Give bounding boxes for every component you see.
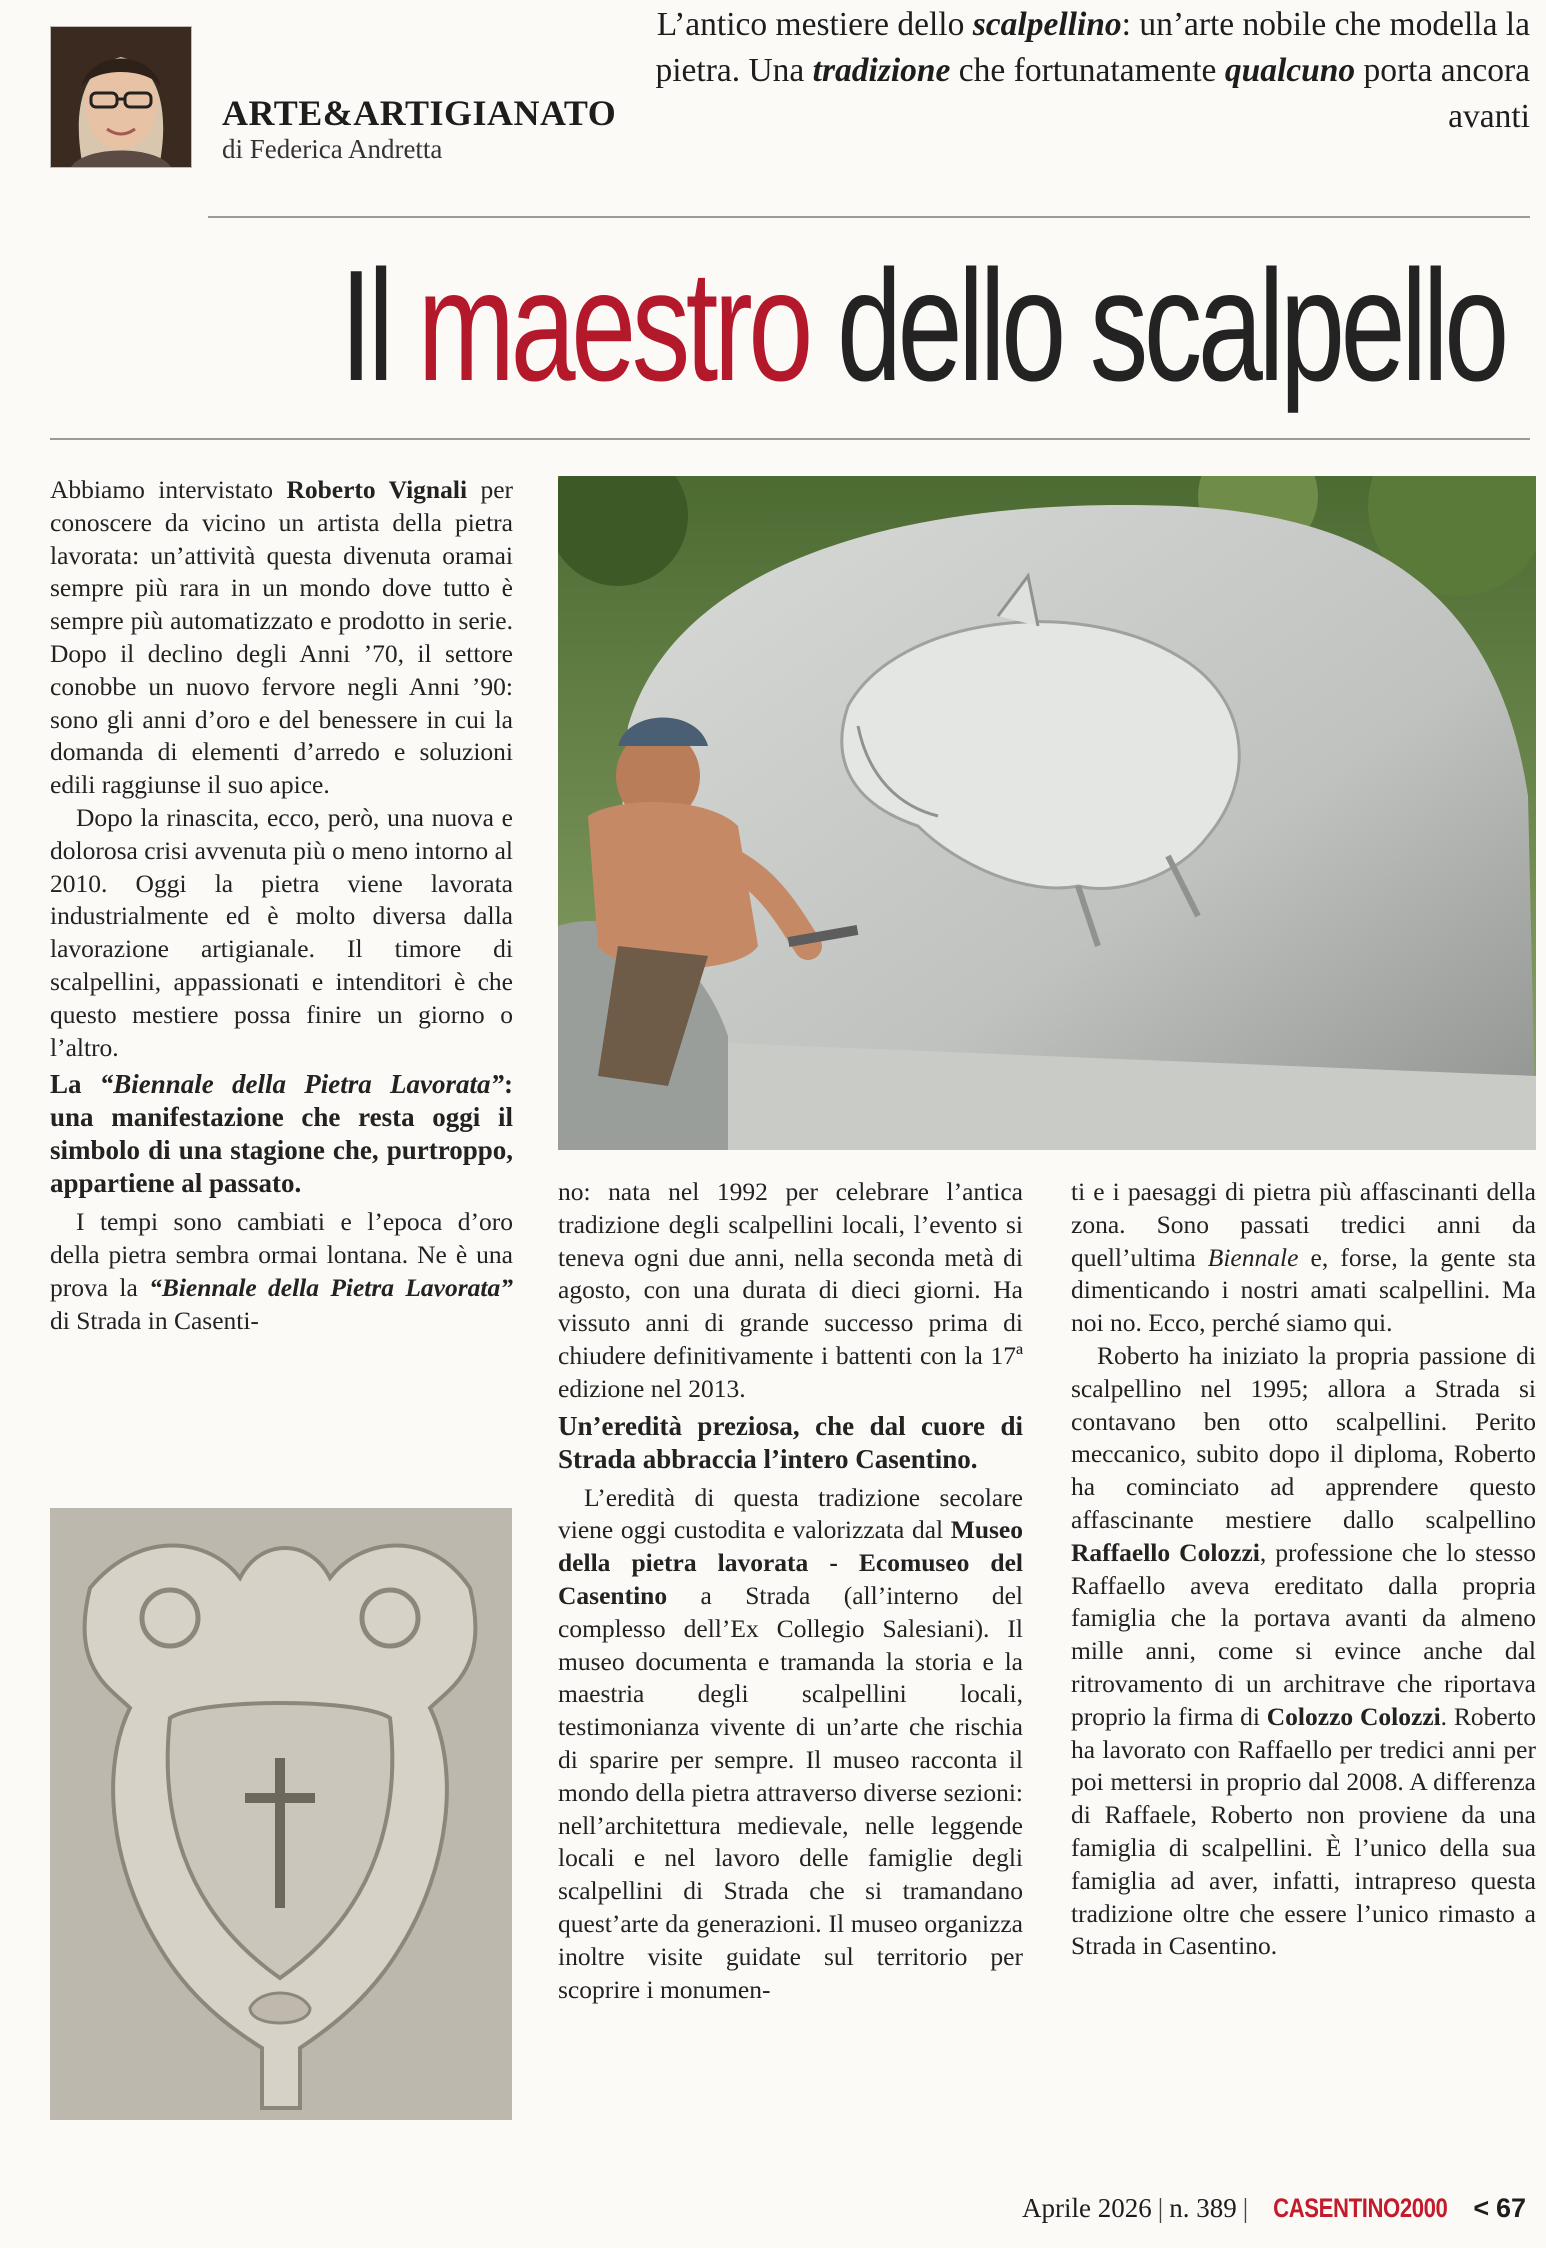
paragraph [50, 474, 513, 802]
text-run: a Strada (all’interno del complesso dell’Ex Collegio Salesiani). Il museo documenta e tramanda la storia e la maestria degli scalpellini locali, testimonianza vivente di un’arte che rischia di sparire per sempre. Il museo racconta il mondo della pietra attraverso diverse sezioni: nell’architettura medievale, nelle leggende locali e nel lavoro delle famiglie degli scalpellini di Strada che si tramandano quest’arte da generazioni. Il museo organizza inoltre visite guidate sul territorio per scoprire i monumen- [558, 1580, 1023, 2004]
page-number: 67 [1495, 2193, 1526, 2223]
text-run: scalpellino [972, 6, 1122, 43]
footer-separator: | [1157, 2193, 1164, 2223]
headline-rule [50, 438, 1530, 440]
headline [340, 226, 1505, 426]
text-run: : una manifestazione che resta oggi il simbolo di una stagione che, purtroppo, appartiene al passato. [50, 1069, 513, 1199]
header-rule [208, 216, 1530, 218]
text-run: e, forse, la gente sta dimenticando i nostri amati scalpellini. Ma noi no. Ecco, perché siamo qui. [1071, 1242, 1536, 1338]
footer-separator: | [1242, 2193, 1249, 2223]
subheading [558, 1410, 1023, 1476]
text-run: Roberto ha iniziato la propria passione di scalpellino nel 1995; allora a Strada si contavano ben otto scalpellini. Perito meccanico, subito dopo il diploma, Roberto ha cominciato ad apprendere questo affascinante mestiere dallo scalpellino [1071, 1340, 1536, 1534]
text-run: Dopo la rinascita, ecco, però, una nuova e dolorosa crisi avvenuta più o meno intorno al 2010. Oggi la pietra viene lavorata industrialmente ed è molto diversa dalla lavorazione artigianale. Il timore di scalpellini, appassionati e intenditori è che questo mestiere possa finire un giorno o l’altro. [50, 802, 513, 1062]
footer-arrow: < [1473, 2193, 1490, 2223]
text-run: porta ancora avanti [1355, 52, 1530, 135]
text-run: Raffaello Colozzi [1071, 1537, 1260, 1567]
paragraph [558, 1176, 1023, 1406]
byline: di Federica Andretta [222, 134, 443, 164]
text-run: L’eredità di questa tradizione secolare viene oggi custodita e valorizzata dal [558, 1482, 1023, 1545]
text-run: Biennale [1207, 1242, 1299, 1272]
text-run: di Strada in Casenti- [50, 1305, 259, 1335]
paragraph [1071, 1340, 1536, 1963]
paragraph [558, 1482, 1023, 2007]
headline-after: dello scalpello [808, 238, 1505, 414]
paragraph [1071, 1176, 1536, 1340]
stone-crest-photo [50, 1508, 512, 2120]
headline-before: Il [340, 238, 418, 414]
issue-number: n. 389 [1169, 2193, 1237, 2223]
page-footer [1022, 2193, 1526, 2224]
column-left [50, 474, 513, 1338]
text-run: che fortunatamente [950, 52, 1225, 89]
author-photo [50, 26, 192, 168]
text-run: . Roberto ha lavorato con Raffaello per tredici anni per poi mettersi in proprio dal 2008. A differenza di Raffaele, Roberto non proviene da una famiglia di scalpellini. È l’unico della sua famiglia ad aver, infatti, intrapreso questa tradizione oltre che essere l’unico rimasto a Strada in Casentino. [1071, 1701, 1537, 1961]
text-run: Roberto Vignali [286, 475, 468, 504]
kicker [630, 2, 1530, 140]
sculptor-photo [558, 476, 1536, 1150]
text-run: no: nata nel 1992 per celebrare l’antica tradizione degli scalpellini locali, l’evento si teneva ogni due anni, nella seconda metà di agosto, con una durata di dieci giorni. Ha vissuto anni di grande successo prima di chiudere definitivamente i battenti con la 17ª edizione nel 2013. [558, 1177, 1023, 1403]
issue-date: Aprile 2026 [1022, 2193, 1152, 2223]
text-run: , professione che lo stesso Raffaello aveva ereditato dalla propria famiglia che la portava avanti da almeno mille anni, come si evince anche dal ritrovamento di un architrave che riportava proprio la firma di [1071, 1537, 1536, 1731]
column-right [1071, 1176, 1536, 1963]
paragraph [50, 1206, 513, 1337]
text-run: qualcuno [1224, 52, 1356, 89]
text-run: L’antico mestiere dello [656, 6, 973, 43]
text-run: I tempi sono cambiati e l’epoca d’oro della pietra sembra ormai lontana. Ne è una prova la [50, 1207, 513, 1302]
section-label: ARTE&ARTIGIANATO [222, 93, 617, 133]
subheading [50, 1068, 513, 1200]
text-run: tradizione [812, 52, 951, 89]
text-run: Colozzo Colozzi [1266, 1701, 1441, 1731]
text-run: “Biennale della Pietra Lavorata” [99, 1069, 504, 1100]
text-run: La [50, 1069, 100, 1100]
text-run: : un’arte nobile che modella la pietra. Una [655, 6, 1530, 89]
text-run: “Biennale della Pietra Lavorata” [149, 1272, 513, 1302]
paragraph [50, 802, 513, 1064]
text-run: Museo della pietra lavorata - Ecomuseo del Casentino [558, 1515, 1023, 1610]
text-run: Abbiamo intervistato [50, 475, 287, 504]
text-run: Un’eredità preziosa, che dal cuore di Strada abbraccia l’intero Casentino. [558, 1410, 1023, 1474]
magazine-brand: CASENTINO2000 [1273, 2193, 1448, 2223]
column-middle [558, 1176, 1023, 2006]
text-run: ti e i paesaggi di pietra più affascinanti della zona. Sono passati tredici anni da quell’ultima [1071, 1177, 1536, 1272]
headline-accent: maestro [417, 238, 809, 414]
text-run: per conoscere da vicino un artista della pietra lavorata: un’attività questa divenuta oramai sempre più rara in un mondo dove tutto è sempre più automatizzato e prodotto in serie. Dopo il declino degli Anni ’70, il settore conobbe un nuovo fervore negli Anni ’90: sono gli anni d’oro e del benessere in cui la domanda di elementi d’arredo e soluzioni edili raggiunse il suo apice. [50, 475, 513, 800]
